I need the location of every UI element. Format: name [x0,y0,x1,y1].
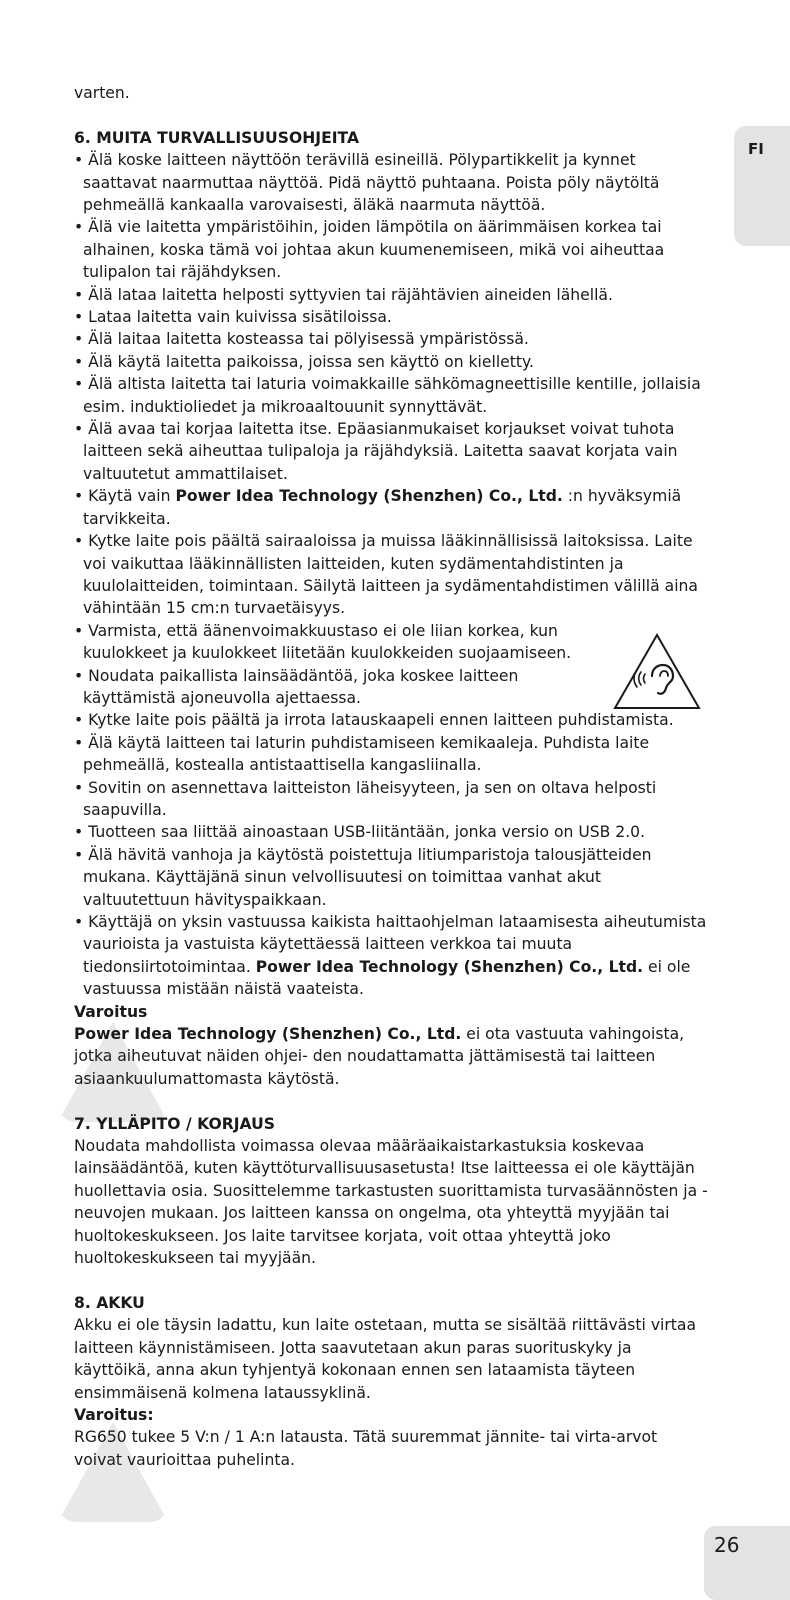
warning-text: ei ota vastuuta vahingoista, jotka aiheutuvat näiden ohjei- den noudattamatta jättämisestä tai laitteen asiaankuulumattomasta käytöstä. [74,1025,685,1088]
warning-label: Varoitus [74,1002,148,1021]
list-item: • Sovitin on asennettava laitteiston läheisyyteen, ja sen on oltava helposti saapuvilla. [74,777,710,822]
page-number: 26 [714,1533,740,1557]
list-item: • Älä laitaa laitetta kosteassa tai pölyisessä ympäristössä. [74,328,710,350]
section-7-text: Noudata mahdollista voimassa olevaa määräaikaistarkastuksia koskevaa lainsäädäntöä, kuten käyttöturvallisuusasetusta! Itse laitteessa ei ole käyttäjän huollettavia osia. Suosittelemme tarkastusten suorittamista turvasäännösten ja -neuvojen mukaan. Jos laitteen kanssa on ongelma, ota yhteyttä myyjään tai huoltokeskukseen. Jos laite tarvitsee korjata, voit ottaa yhteyttä joko huoltokeskukseen tai myyjään. [74,1137,708,1268]
language-tab-label: FI [748,140,764,158]
list-item [74,485,710,530]
section-8-title: 8. AKKU [74,1293,145,1312]
section-7-title: 7. YLLÄPITO / KORJAUS [74,1114,276,1133]
list-item [74,911,710,1001]
item-text: Käyttäjä on yksin vastuussa kaikista haittaohjelman lataamisesta aiheutumista vaurioista ja vastuista käytettäessä laitteen verkkoa tai muuta tiedonsiirtotoimintaa. [83,913,707,976]
page-number-tab [704,1526,790,1600]
section-8-text: Akku ei ole täysin ladattu, kun laite ostetaan, mutta se sisältää riittävästi virtaa laitteen käynnistämiseen. Jotta saavutetaan akun paras suorituskyky ja käyttöikä, anna akun tyhjentyä kokonaan ennen sen lataamista täyteen ensimmäisenä kolmena lataussyklinä. [74,1316,697,1402]
list-item: • Älä käytä laitetta paikoissa, joissa sen käyttö on kielletty. [74,351,710,373]
list-item: • Älä lataa laitetta helposti syttyvien tai räjähtävien aineiden lähellä. [74,284,710,306]
language-tab [734,126,790,246]
list-item: • Tuotteen saa liittää ainoastaan USB-liitäntään, jonka versio on USB 2.0. [74,821,710,843]
company-name: Power Idea Technology (Shenzhen) Co., Ltd. [74,1025,462,1044]
list-item: • Lataa laitetta vain kuivissa sisätiloissa. [74,306,710,328]
company-name: Power Idea Technology (Shenzhen) Co., Ltd. [255,957,644,976]
safety-instructions-list [74,149,710,1000]
list-item: • Älä altista laitetta tai laturia voimakkaille sähkömagneettisille kentille, jollaisia esim. induktioliedet ja mikroaaltouunit synnyttävät. [74,373,710,418]
list-item: • Kytke laite pois päältä ja irrota latauskaapeli ennen laitteen puhdistamista. [74,709,710,731]
list-item: • Älä vie laitetta ympäristöihin, joiden lämpötila on äärimmäisen korkea tai alhainen, koska tämä voi johtaa akun kuumenemiseen, mikä voi aiheuttaa tulipalon tai räjähdyksen. [74,216,710,283]
list-item: • Älä hävitä vanhoja ja käytöstä poistettuja litiumparistoja talousjätteiden mukana. Käyttäjänä sinun velvollisuutesi on toimittaa vanhat akut valtuutettuun hävityspaikkaan. [74,844,710,911]
section-6-title: 6. MUITA TURVALLISUUSOHJEITA [74,128,360,147]
item-text: ei ole vastuussa mistään näistä vaateista. [83,957,691,999]
list-item: • Älä käytä laitteen tai laturin puhdistamiseen kemikaaleja. Puhdista laite pehmeällä, kostealla antistaattisella kangasliinalla. [74,732,710,777]
list-item: • Älä avaa tai korjaa laitetta itse. Epäasianmukaiset korjaukset voivat tuhota laitteen sekä aiheuttaa tulipaloja ja räjähdyksiä. Laitetta saavat korjata vain valtuutetut ammattilaiset. [74,418,710,485]
document-body [74,82,710,1471]
list-item: • Noudata paikallista lainsäädäntöä, joka koskee laitteen käyttämistä ajoneuvolla ajettaessa. [74,665,600,710]
item-text: Käytä vain [88,487,176,506]
list-item: • Älä koske laitteen näyttöön terävillä esineillä. Pölypartikkelit ja kynnet saattavat naarmuttaa näyttöä. Pidä näyttö puhtaana. Poista pöly näytöltä pehmeällä kankaalla varovaisesti, äläkä naarmuta näyttöä. [74,149,710,216]
list-item: • Varmista, että äänenvoimakkuustaso ei ole liian korkea, kun kuulokkeet ja kuulokkeet liitetään kuulokkeiden suojaamiseen. [74,620,600,665]
battery-warning-text: RG650 tukee 5 V:n / 1 A:n latausta. Tätä suuremmat jännite- tai virta-arvot voivat vaurioittaa puhelinta. [74,1428,658,1469]
item-text: :n hyväksymiä tarvikkeita. [83,487,682,528]
warning-paragraph [74,1023,710,1090]
continuation-text: varten. [74,84,130,102]
battery-warning-label: Varoitus: [74,1405,154,1424]
company-name: Power Idea Technology (Shenzhen) Co., Ltd. [175,487,563,506]
list-item: • Kytke laite pois päältä sairaaloissa ja muissa lääkinnällisissä laitoksissa. Laite voi vaikuttaa lääkinnällisten laitteiden, kuten sydämentahdistinten ja kuulolaitteiden, toimintaan. Säilytä laitteen ja sydämentahdistimen välillä aina vähintään 15 cm:n turvaetäisyys. [74,530,710,620]
